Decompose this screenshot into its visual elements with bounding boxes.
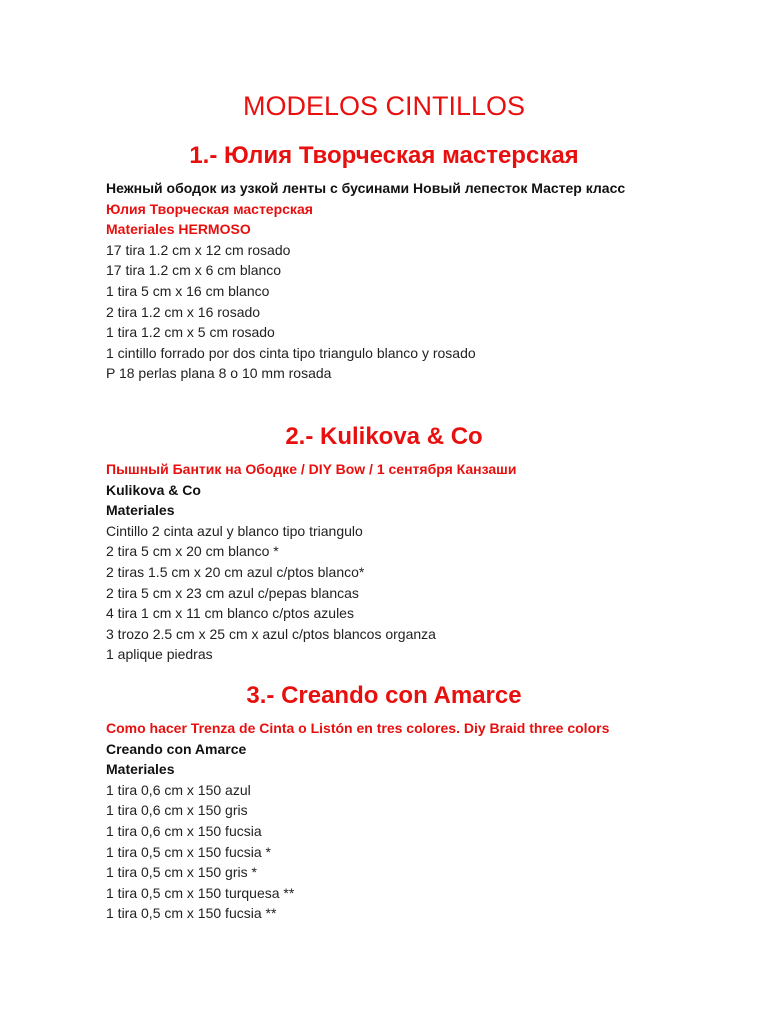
materials-list (106, 780, 666, 924)
list-item: 1 tira 0,6 cm x 150 azul (106, 781, 251, 798)
section-heading: 2.- Kulikova & Co (285, 423, 483, 450)
section-2 (0, 423, 768, 665)
list-item: 1 tira 0,5 cm x 150 fucsia * (106, 843, 271, 860)
list-item: 1 aplique piedras (106, 646, 213, 663)
section-body (106, 718, 666, 924)
list-item: 1 tira 1.2 cm x 5 cm rosado (106, 324, 275, 341)
materials-label: Materiales HERMOSO (106, 221, 251, 238)
section-body (106, 459, 666, 665)
video-title: Нежный ободок из узкой ленты с бусинами Новый лепесток Мастер класс (106, 180, 626, 196)
list-item: 1 tira 0,5 cm x 150 gris * (106, 864, 257, 881)
list-item: 1 tira 0,6 cm x 150 gris (106, 802, 248, 819)
materials-list (106, 521, 666, 665)
video-title: Пышный Бантик на Ободке / DIY Bow / 1 сентября Канзаши (106, 461, 517, 477)
materials-label: Materiales (106, 761, 175, 778)
list-item: 2 tira 5 cm x 20 cm blanco * (106, 543, 279, 560)
list-item: 4 tira 1 cm x 11 cm blanco c/ptos azules (106, 605, 354, 622)
list-item: 2 tira 5 cm x 23 cm azul c/pepas blancas (106, 584, 359, 601)
list-item: 17 tira 1.2 cm x 12 cm rosado (106, 241, 291, 258)
author-name: Юлия Творческая мастерская (106, 200, 313, 217)
materials-list (106, 240, 666, 384)
video-title: Como hacer Trenza de Cinta o Listón en tres colores. Diy Braid three colors (106, 720, 610, 736)
list-item: 1 tira 0,5 cm x 150 fucsia ** (106, 905, 277, 922)
list-item: 1 tira 0,6 cm x 150 fucsia (106, 822, 262, 839)
list-item: 17 tira 1.2 cm x 6 cm blanco (106, 262, 282, 279)
list-item: 1 cintillo forrado por dos cinta tipo triangulo blanco y rosado (106, 344, 476, 361)
section-body (106, 178, 666, 384)
list-item: Cintillo 2 cinta azul y blanco tipo triangulo (106, 522, 363, 539)
list-item: 1 tira 0,5 cm x 150 turquesa ** (106, 884, 295, 901)
materials-label: Materiales (106, 502, 175, 519)
list-item: P 18 perlas plana 8 o 10 mm rosada (106, 365, 332, 382)
list-item: 3 trozo 2.5 cm x 25 cm x azul c/ptos blancos organza (106, 625, 436, 642)
list-item: 2 tiras 1.5 cm x 20 cm azul c/ptos blanco* (106, 563, 365, 580)
author-name: Creando con Amarce (106, 740, 247, 757)
section-1 (0, 142, 768, 384)
author-name: Kulikova & Co (106, 481, 201, 498)
document-title: MODELOS CINTILLOS (242, 91, 526, 121)
section-heading: 3.- Creando con Amarce (246, 682, 522, 709)
list-item: 2 tira 1.2 cm x 16 rosado (106, 303, 261, 320)
section-heading: 1.- Юлия Творческая мастерская (189, 142, 579, 169)
list-item: 1 tira 5 cm x 16 cm blanco (106, 282, 270, 299)
section-3 (0, 682, 768, 924)
